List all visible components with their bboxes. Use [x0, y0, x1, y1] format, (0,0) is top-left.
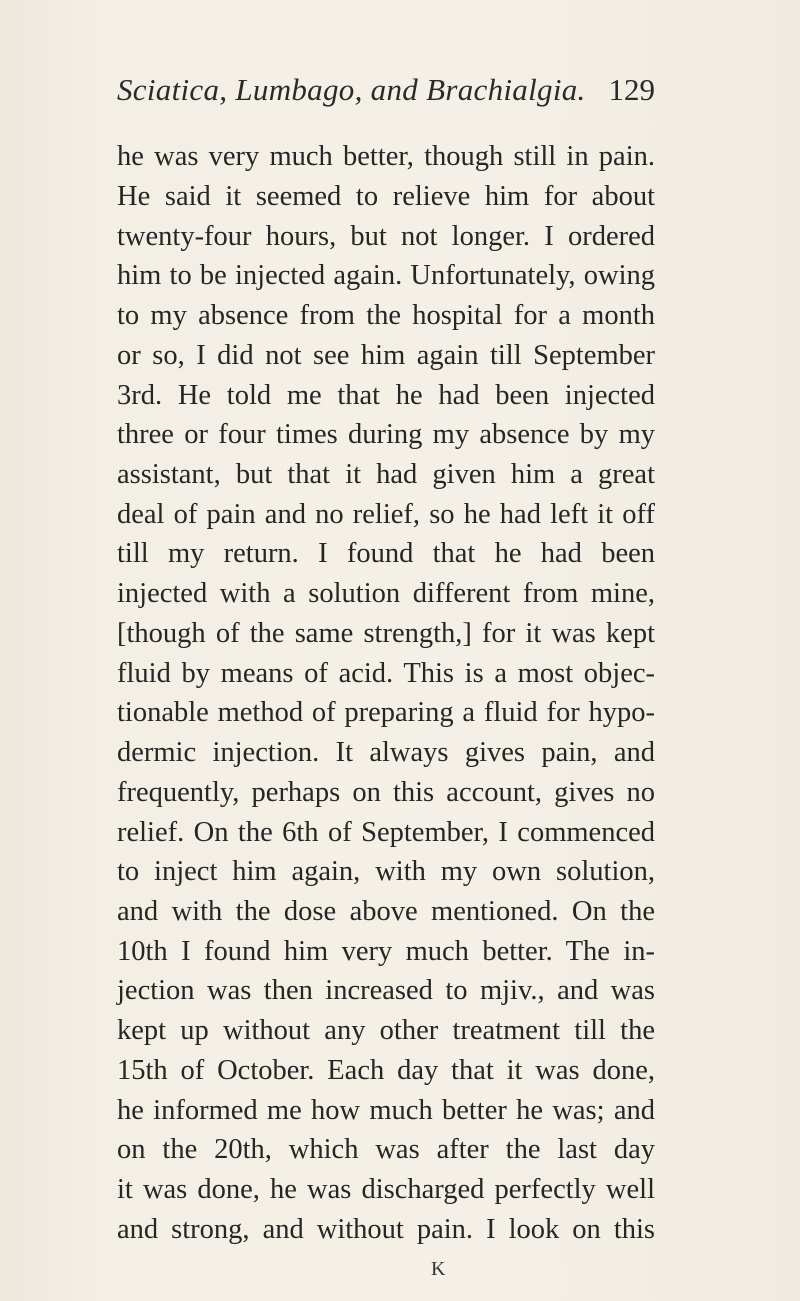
text-line: him to be injected again. Unfortunately, owing	[117, 260, 655, 291]
page-number: 129	[608, 72, 655, 107]
text-line: injected with a solution different from mine,	[117, 578, 655, 609]
text-line: frequently, perhaps on this account, gives no	[117, 777, 655, 808]
text-line: he informed me how much better he was; and	[117, 1095, 655, 1126]
signature-mark: K	[431, 1258, 446, 1280]
text-line: or so, I did not see him again till September	[117, 340, 655, 371]
text-line: 15th of October. Each day that it was done,	[117, 1055, 655, 1086]
text-line: 10th I found him very much better. The in-	[117, 936, 655, 967]
text-line: relief. On the 6th of September, I commenced	[117, 817, 655, 848]
text-line: he was very much better, though still in pain.	[117, 141, 655, 172]
text-line: assistant, but that it had given him a great	[117, 459, 655, 490]
text-line: till my return. I found that he had been	[117, 538, 655, 569]
text-line: to my absence from the hospital for a month	[117, 300, 655, 331]
text-line: He said it seemed to relieve him for about	[117, 181, 655, 212]
text-line: twenty-four hours, but not longer. I ordered	[117, 221, 655, 252]
text-line: [though of the same strength,] for it was kept	[117, 618, 655, 649]
text-line: 3rd. He told me that he had been injected	[117, 380, 655, 411]
text-line: to inject him again, with my own solution,	[117, 856, 655, 887]
text-line: dermic injection. It always gives pain, and	[117, 737, 655, 768]
text-line: jection was then increased to mjiv., and was	[117, 975, 655, 1006]
text-line: it was done, he was discharged perfectly well	[117, 1174, 655, 1205]
text-line: deal of pain and no relief, so he had left it off	[117, 499, 655, 530]
text-line: and strong, and without pain. I look on this	[117, 1214, 655, 1245]
text-line: tionable method of preparing a fluid for hypo-	[117, 697, 655, 728]
text-line: three or four times during my absence by my	[117, 419, 655, 450]
running-title: Sciatica, Lumbago, and Brachialgia.	[117, 72, 586, 107]
text-line: on the 20th, which was after the last day	[117, 1134, 655, 1165]
text-line: fluid by means of acid. This is a most objec-	[117, 658, 655, 689]
text-line: kept up without any other treatment till the	[117, 1015, 655, 1046]
text-line: and with the dose above mentioned. On the	[117, 896, 655, 927]
